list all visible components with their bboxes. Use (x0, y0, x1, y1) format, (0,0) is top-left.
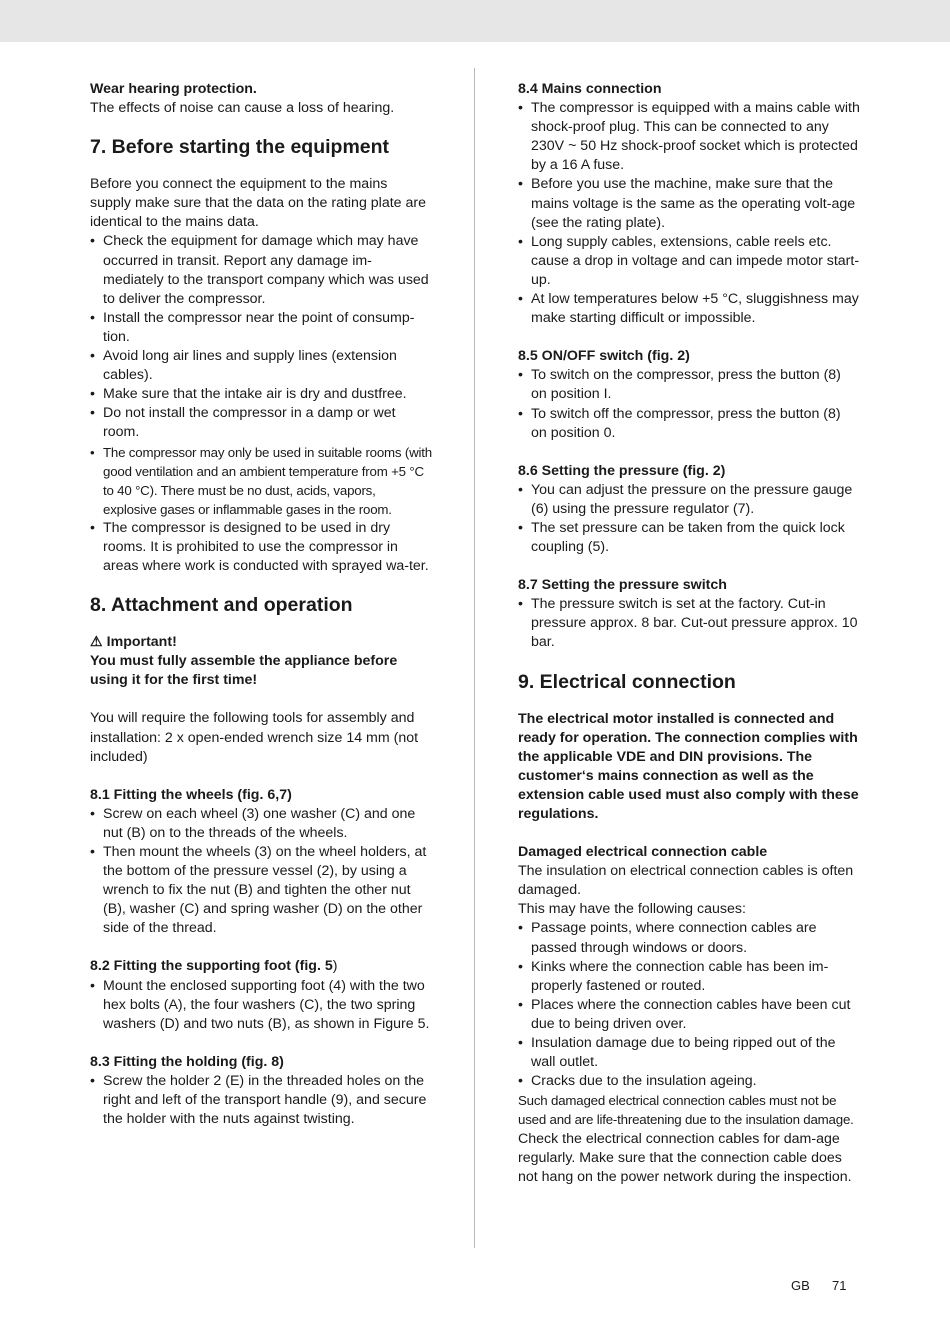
section-8-2-title (90, 957, 432, 976)
damaged-cable-warning: Such damaged electrical connection cables must not be used and are life-threatening due to the insulation damage. (518, 1093, 854, 1128)
section-8-3-title: 8.3 Fitting the holding (fig. 8) (90, 1053, 284, 1070)
section-8-2-list (90, 977, 432, 1034)
section-8-2-title-text: 8.2 Fitting the supporting foot (fig. 5 (90, 958, 333, 975)
list-item: • To switch off the compressor, press the button (8) on position 0. (518, 405, 860, 443)
list-item: • Mount the enclosed supporting foot (4) with the two hex bolts (A), the four washers (C), the two spring washers (D) and two nuts (B), as shown in Figure 5. (90, 977, 432, 1034)
list-item: • Then mount the wheels (3) on the wheel holders, at the bottom of the pressure vessel (2), by using a wrench to fix the nut (B) and tighten the other nut (B), washer (C) and spring washer (D) on the other side of the thread. (90, 843, 432, 938)
section-7-title: 7. Before starting the equipment (90, 136, 390, 159)
section-8-6-title: 8.6 Setting the pressure (fig. 2) (518, 462, 726, 479)
list-item: • The compressor is designed to be used in dry rooms. It is prohibited to use the compressor in areas where work is conducted with sprayed wa-ter. (90, 519, 432, 576)
list-item: • Before you use the machine, make sure that the mains voltage is the same as the operating volt-age (see the rating plate). (518, 175, 860, 232)
section-7-list (90, 232, 432, 576)
hearing-title: Wear hearing protection. (90, 81, 257, 97)
list-item: • Screw on each wheel (3) one washer (C) and one nut (B) on to the threads of the wheels. (90, 805, 432, 843)
list-item: • At low temperatures below +5 °C, sluggishness may make starting difficult or impossible. (518, 290, 860, 328)
list-item: • The compressor may only be used in suitable rooms (with good ventilation and an ambient temperature from +5 °C to 40 °C). There must be no dust, acids, vapors, explosive gases or inflammable gases in the room. (90, 443, 432, 519)
important-label: ⚠ Important! (90, 634, 177, 651)
list-item: • Passage points, where connection cables are passed through windows or doors. (518, 919, 860, 957)
damaged-cable-list (518, 919, 860, 1091)
list-item: • Screw the holder 2 (E) in the threaded holes on the right and left of the transport handle (9), and secure the holder with the nuts against twisting. (90, 1072, 432, 1129)
list-item: • The pressure switch is set at the factory. Cut-in pressure approx. 8 bar. Cut-out pressure approx. 10 bar. (518, 595, 860, 652)
damaged-cable-text-2: This may have the following causes: (518, 901, 746, 918)
section-8-1-title: 8.1 Fitting the wheels (fig. 6,7) (90, 786, 292, 803)
section-8-3-list (90, 1072, 432, 1129)
section-8-7-title: 8.7 Setting the pressure switch (518, 577, 727, 594)
list-item: • The compressor is equipped with a mains cable with shock-proof plug. This can be connected to any 230V ~ 50 Hz shock-proof socket which is protected by a 16 A fuse. (518, 99, 860, 175)
section-8-1-list (90, 805, 432, 939)
damaged-cable-text-1: The insulation on electrical connection cables is often damaged. (518, 863, 854, 899)
list-item: • Make sure that the intake air is dry and dustfree. (90, 385, 432, 404)
top-band (0, 0, 950, 42)
left-column (90, 80, 432, 1129)
list-item: • Install the compressor near the point of consump-tion. (90, 309, 432, 347)
damaged-cable-title: Damaged electrical connection cable (518, 844, 768, 861)
list-item: • Check the equipment for damage which may have occurred in transit. Report any damage im-mediately to the transport company which was used to deliver the compressor. (90, 232, 432, 308)
list-item: • Do not install the compressor in a damp or wet room. (90, 404, 432, 442)
right-column (518, 80, 860, 1187)
section-8-2-title-tail: ) (332, 958, 338, 975)
column-divider (474, 68, 475, 1248)
list-item: • Long supply cables, extensions, cable reels etc. cause a drop in voltage and can impede motor start-up. (518, 233, 860, 290)
section-8-4-list (518, 99, 860, 328)
section-8-5-title: 8.5 ON/OFF switch (fig. 2) (518, 348, 690, 365)
footer-language: GB (791, 1278, 810, 1293)
section-8-6-list (518, 481, 860, 557)
section-9-title: 9. Electrical connection (518, 670, 736, 693)
list-item: • You can adjust the pressure on the pressure gauge (6) using the pressure regulator (7). (518, 481, 860, 519)
damaged-cable-check: Check the electrical connection cables for dam-age regularly. Make sure that the connection cable does not hang on the power network during the inspection. (518, 1130, 852, 1185)
list-item: • Cracks due to the insulation ageing. (518, 1072, 860, 1091)
list-item: • The set pressure can be taken from the quick lock coupling (5). (518, 519, 860, 557)
list-item: • Avoid long air lines and supply lines (extension cables). (90, 347, 432, 385)
list-item: • Places where the connection cables have been cut due to being driven over. (518, 996, 860, 1034)
section-8-4-title: 8.4 Mains connection (518, 81, 662, 97)
page-number: 71 (832, 1278, 847, 1293)
section-9-intro: The electrical motor installed is connected and ready for operation. The connection complies with the applicable VDE and DIN provisions. The customer‘s mains connection as well as the extension cable used must also comply with these regulations. (518, 710, 859, 822)
section-7-intro: Before you connect the equipment to the mains supply make sure that the data on the rating plate are identical to the mains data. (90, 176, 426, 231)
list-item: • Insulation damage due to being ripped out of the wall outlet. (518, 1034, 860, 1072)
important-text: You must fully assemble the appliance before using it for the first time! (90, 653, 398, 689)
section-8-7-list (518, 595, 860, 652)
list-item: • To switch on the compressor, press the button (8) on position I. (518, 366, 860, 404)
list-item: • Kinks where the connection cable has been im-properly fastened or routed. (518, 958, 860, 996)
tools-text: You will require the following tools for assembly and installation: 2 x open-ended wrench size 14 mm (not included) (90, 710, 419, 765)
section-8-5-list (518, 366, 860, 442)
hearing-text: The effects of noise can cause a loss of hearing. (90, 100, 395, 117)
section-8-title: 8. Attachment and operation (90, 594, 353, 617)
